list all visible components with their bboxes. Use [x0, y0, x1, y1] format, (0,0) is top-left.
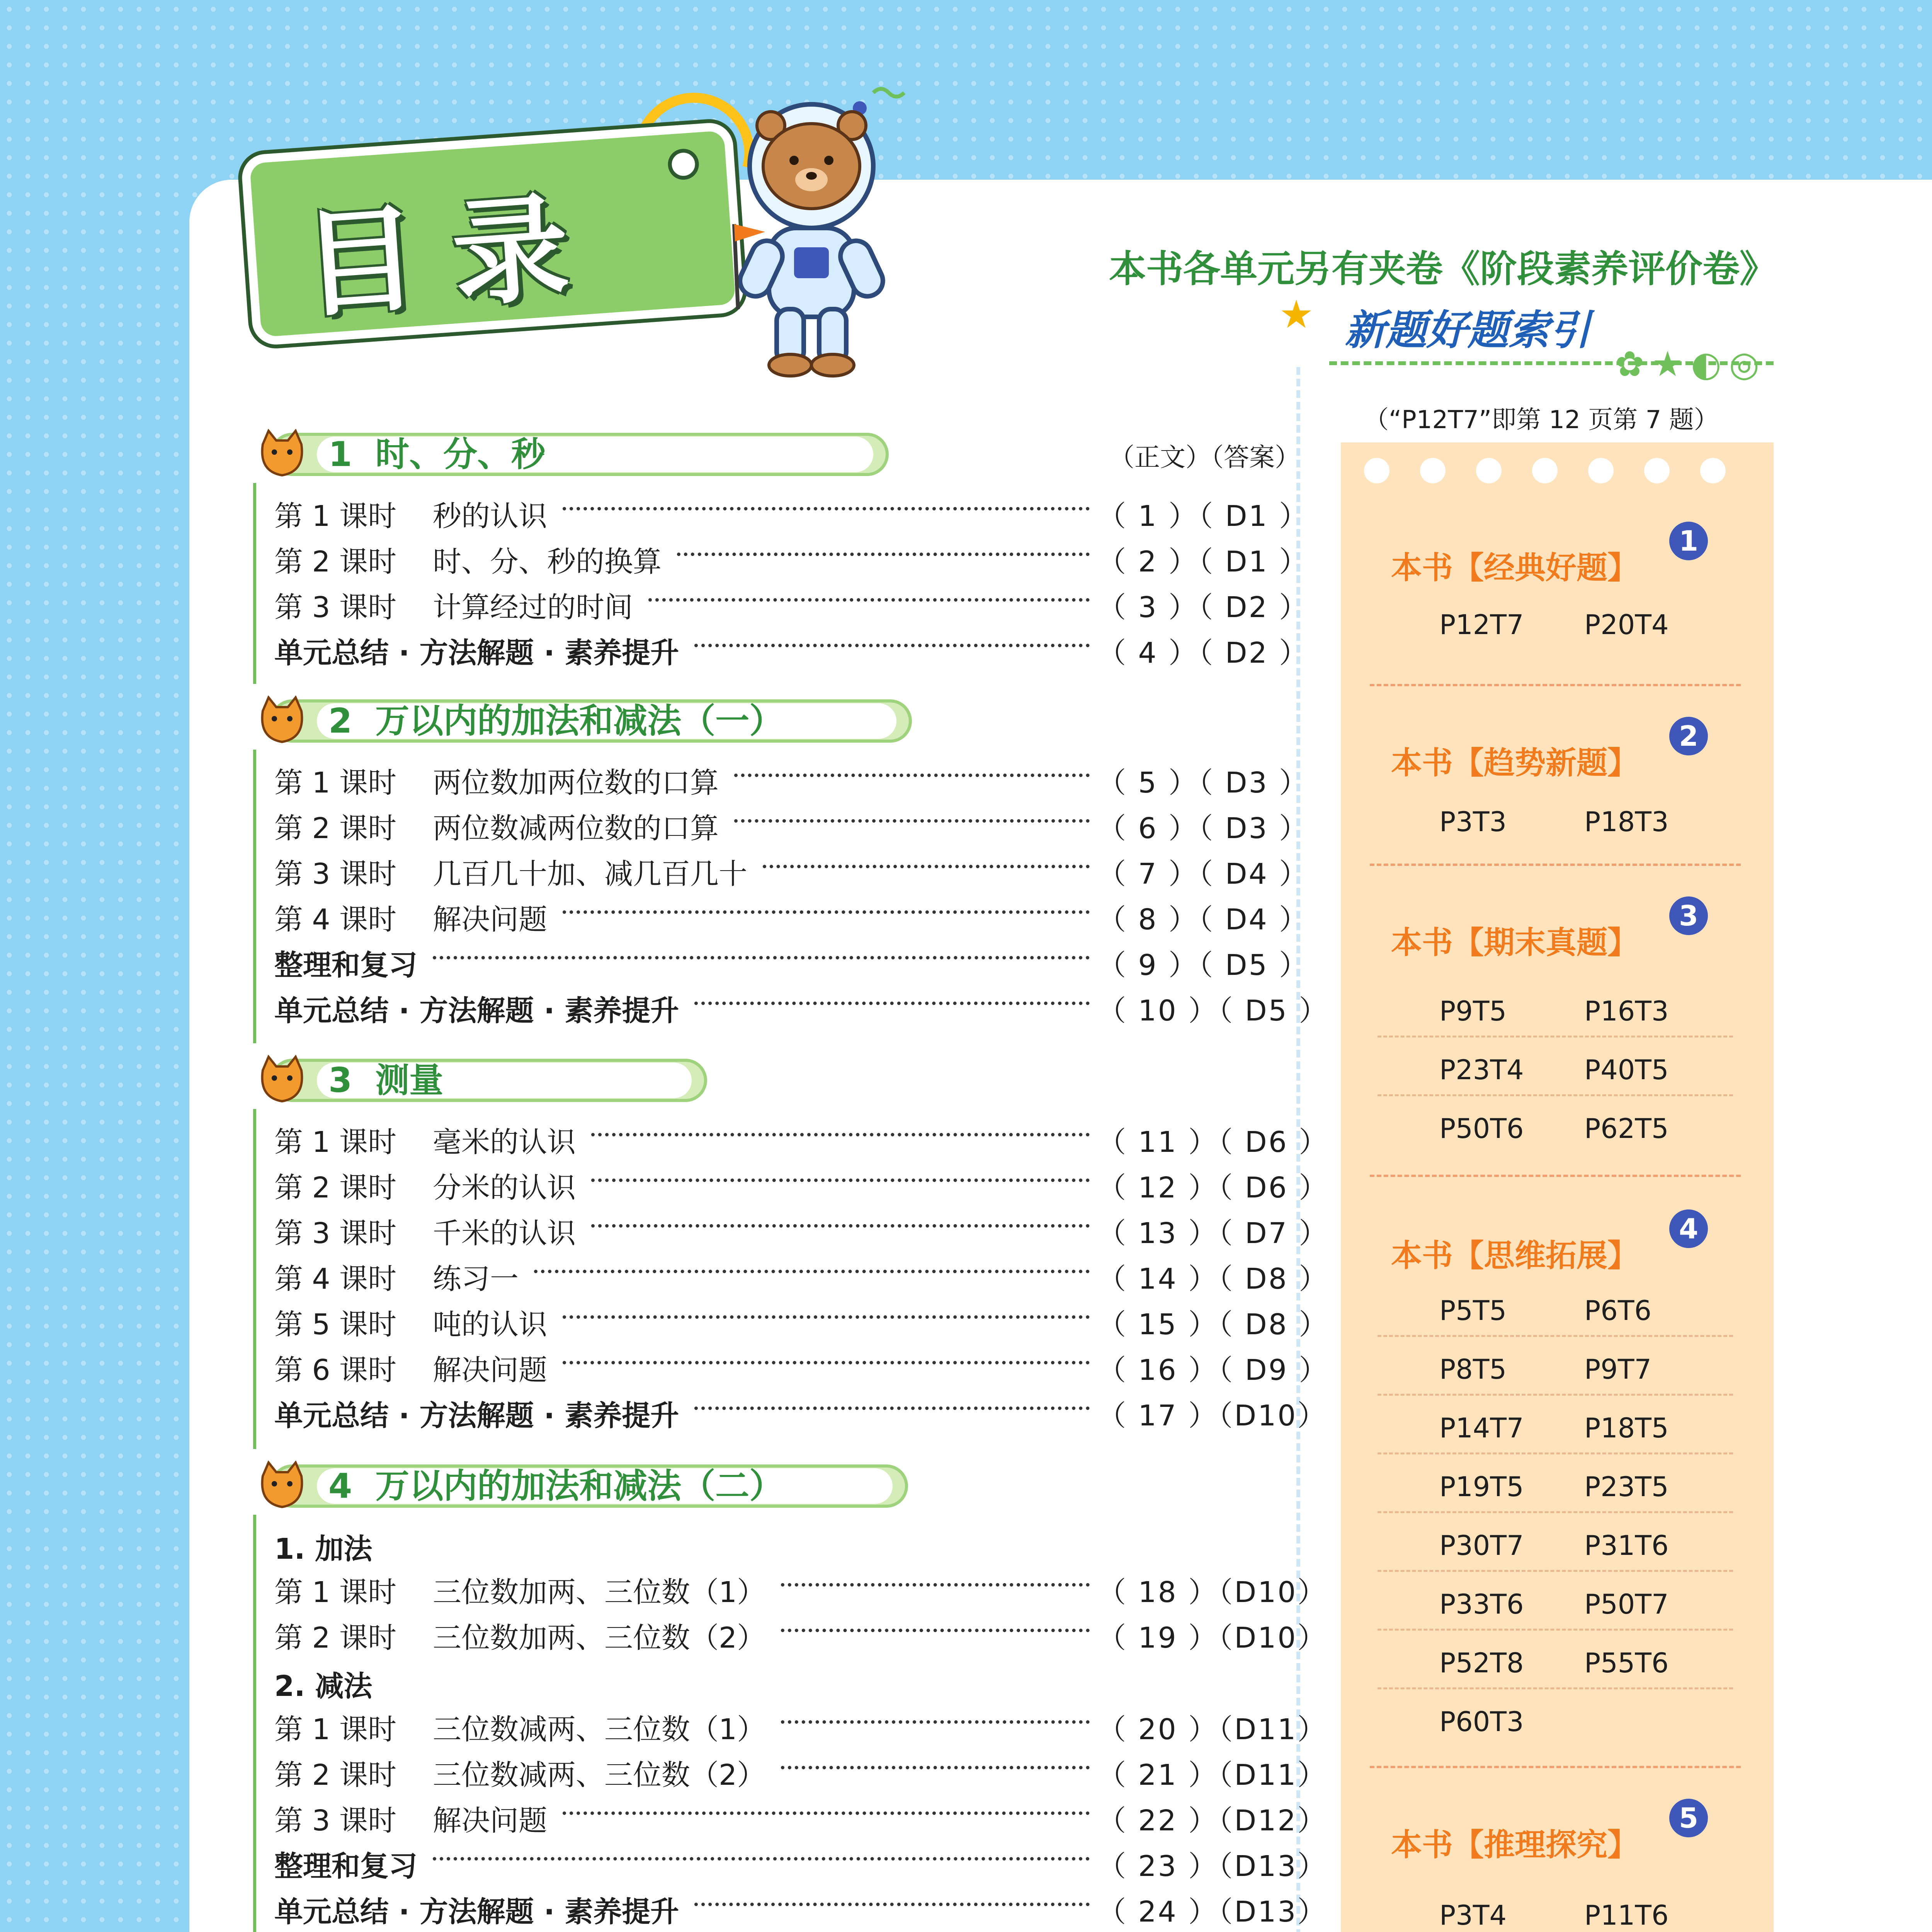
ref-row: P9T5 P16T3 — [1378, 978, 1733, 1037]
cat-mascot-icon — [255, 696, 309, 746]
toc-row[interactable]: 第 1 课时 毫米的认识 （ 11 ）（ D6 ） — [274, 1126, 1329, 1159]
cat-mascot-icon — [255, 1461, 309, 1511]
unit-line — [253, 1515, 256, 1932]
index-section-title: 本书【趋势新题】 — [1391, 745, 1638, 781]
section-separator — [1370, 1766, 1741, 1768]
planet-icons: ✿★◐◎ — [1615, 344, 1767, 384]
unit-number: 2 — [328, 701, 352, 741]
ref-row: P3T3 P18T3 — [1439, 806, 1669, 838]
ref-row: P14T7 P18T5 — [1378, 1395, 1733, 1454]
cat-mascot-icon — [255, 429, 309, 479]
index-section-title: 本书【期末真题】 — [1391, 925, 1638, 961]
unit-title: 万以内的加法和减法（一） — [375, 701, 784, 741]
unit-line — [253, 483, 256, 684]
folder-exam-note: 本书各单元另有夹卷《阶段素养评价卷》 — [1109, 247, 1777, 291]
section-badge: 3 — [1669, 896, 1708, 935]
unit-line — [253, 1109, 256, 1449]
card-hole — [1364, 458, 1389, 483]
card-hole — [1700, 458, 1726, 483]
toc-row[interactable]: 单元总结 · 方法解题 · 素养提升 （ 17 ）（D10） — [274, 1399, 1328, 1432]
toc-row[interactable]: 第 4 课时 解决问题 （ 8 ）（ D4 ） — [274, 903, 1310, 936]
section-badge: 2 — [1669, 717, 1708, 755]
cat-mascot-icon — [255, 1055, 309, 1105]
ref-row: P19T5 P23T5 — [1378, 1453, 1733, 1513]
index-section-title: 本书【推理探究】 — [1391, 1827, 1638, 1863]
ref-row: P5T5 P6T6 — [1378, 1277, 1733, 1337]
ref-row: P33T6 P50T7 — [1378, 1571, 1733, 1631]
toc-row[interactable]: 单元总结 · 方法解题 · 素养提升 （ 4 ）（ D2 ） — [274, 636, 1310, 670]
ref-row: P50T6 P62T5 — [1439, 1113, 1669, 1145]
page-title: 目录 — [298, 178, 608, 333]
card-hole — [1644, 458, 1670, 483]
toc-row[interactable]: 第 4 课时 练习一 （ 14 ）（ D8 ） — [274, 1262, 1329, 1296]
index-heading: 新题好题索引 — [1345, 306, 1590, 354]
index-note: （“P12T7”即第 12 页第 7 题） — [1364, 406, 1719, 434]
section-badge: 5 — [1669, 1799, 1708, 1837]
section-separator — [1370, 684, 1741, 686]
unit-title: 时、分、秒 — [375, 434, 546, 474]
toc-row[interactable]: 单元总结 · 方法解题 · 素养提升 （ 24 ）（D13） — [274, 1895, 1328, 1929]
star-icon: ★ — [1279, 292, 1314, 337]
ref-row: P12T7 P20T4 — [1439, 609, 1669, 641]
toc-row[interactable]: 第 6 课时 解决问题 （ 16 ）（ D9 ） — [274, 1354, 1329, 1387]
toc-row[interactable]: 第 3 课时 千米的认识 （ 13 ）（ D7 ） — [274, 1217, 1329, 1250]
toc-row[interactable]: 整理和复习 （ 23 ）（D13） — [274, 1850, 1328, 1883]
unit-number: 3 — [328, 1060, 352, 1100]
unit-title: 测量 — [375, 1060, 444, 1100]
unit-number: 1 — [328, 434, 352, 474]
section-separator — [1370, 864, 1741, 866]
index-section-title: 本书【经典好题】 — [1391, 550, 1638, 586]
card-hole — [1420, 458, 1446, 483]
subsection-heading: 2. 减法 — [274, 1670, 372, 1703]
toc-row[interactable]: 第 2 课时 三位数加两、三位数（2） （ 19 ）（D10） — [274, 1621, 1328, 1655]
section-badge: 4 — [1669, 1209, 1708, 1248]
section-badge: 1 — [1669, 522, 1708, 560]
card-hole — [1588, 458, 1614, 483]
toc-row[interactable]: 第 2 课时 分米的认识 （ 12 ）（ D6 ） — [274, 1171, 1329, 1204]
unit-line — [253, 750, 256, 1043]
toc-column-header: （正文）（答案） — [1109, 442, 1300, 472]
toc-row[interactable]: 单元总结 · 方法解题 · 素养提升 （ 10 ）（ D5 ） — [274, 994, 1329, 1027]
card-hole — [1476, 458, 1502, 483]
toc-row[interactable]: 第 2 课时 三位数减两、三位数（2） （ 21 ）（D11） — [274, 1759, 1328, 1792]
toc-row[interactable]: 第 5 课时 吨的认识 （ 15 ）（ D8 ） — [274, 1308, 1329, 1341]
card-hole — [1532, 458, 1558, 483]
toc-row[interactable]: 整理和复习 （ 9 ）（ D5 ） — [274, 949, 1310, 982]
toc-row[interactable]: 第 1 课时 三位数减两、三位数（1） （ 20 ）（D11） — [274, 1713, 1328, 1746]
tag-hole — [667, 148, 700, 180]
toc-row[interactable]: 第 1 课时 秒的认识 （ 1 ）（ D1 ） — [274, 500, 1310, 533]
toc-row[interactable]: 第 1 课时 两位数加两位数的口算 （ 5 ）（ D3 ） — [274, 766, 1310, 799]
toc-row[interactable]: 第 3 课时 几百几十加、减几百几十 （ 7 ）（ D4 ） — [274, 857, 1310, 891]
ref-row: P30T7 P31T6 — [1378, 1512, 1733, 1572]
toc-row[interactable]: 第 2 课时 时、分、秒的换算 （ 2 ）（ D1 ） — [274, 545, 1310, 578]
astronaut-bear-illustration — [711, 77, 912, 379]
ref-row: P23T4 P40T5 — [1378, 1036, 1733, 1096]
toc-row[interactable]: 第 3 课时 解决问题 （ 22 ）（D12） — [274, 1804, 1328, 1837]
toc-row[interactable]: 第 3 课时 计算经过的时间 （ 3 ）（ D2 ） — [274, 591, 1310, 624]
index-section-title: 本书【思维拓展】 — [1391, 1238, 1638, 1274]
ref-row: P60T3 — [1439, 1706, 1524, 1738]
toc-row[interactable]: 第 1 课时 三位数加两、三位数（1） （ 18 ）（D10） — [274, 1576, 1328, 1609]
ref-row: P8T5 P9T7 — [1378, 1336, 1733, 1396]
subsection-heading: 1. 加法 — [274, 1532, 372, 1566]
unit-title: 万以内的加法和减法（二） — [375, 1466, 784, 1506]
section-separator — [1370, 1175, 1741, 1177]
ref-row: P3T4 P11T6 — [1378, 1882, 1733, 1932]
ref-row: P52T8 P55T6 — [1378, 1629, 1733, 1689]
toc-row[interactable]: 第 2 课时 两位数减两位数的口算 （ 6 ）（ D3 ） — [274, 812, 1310, 845]
unit-number: 4 — [328, 1466, 352, 1506]
